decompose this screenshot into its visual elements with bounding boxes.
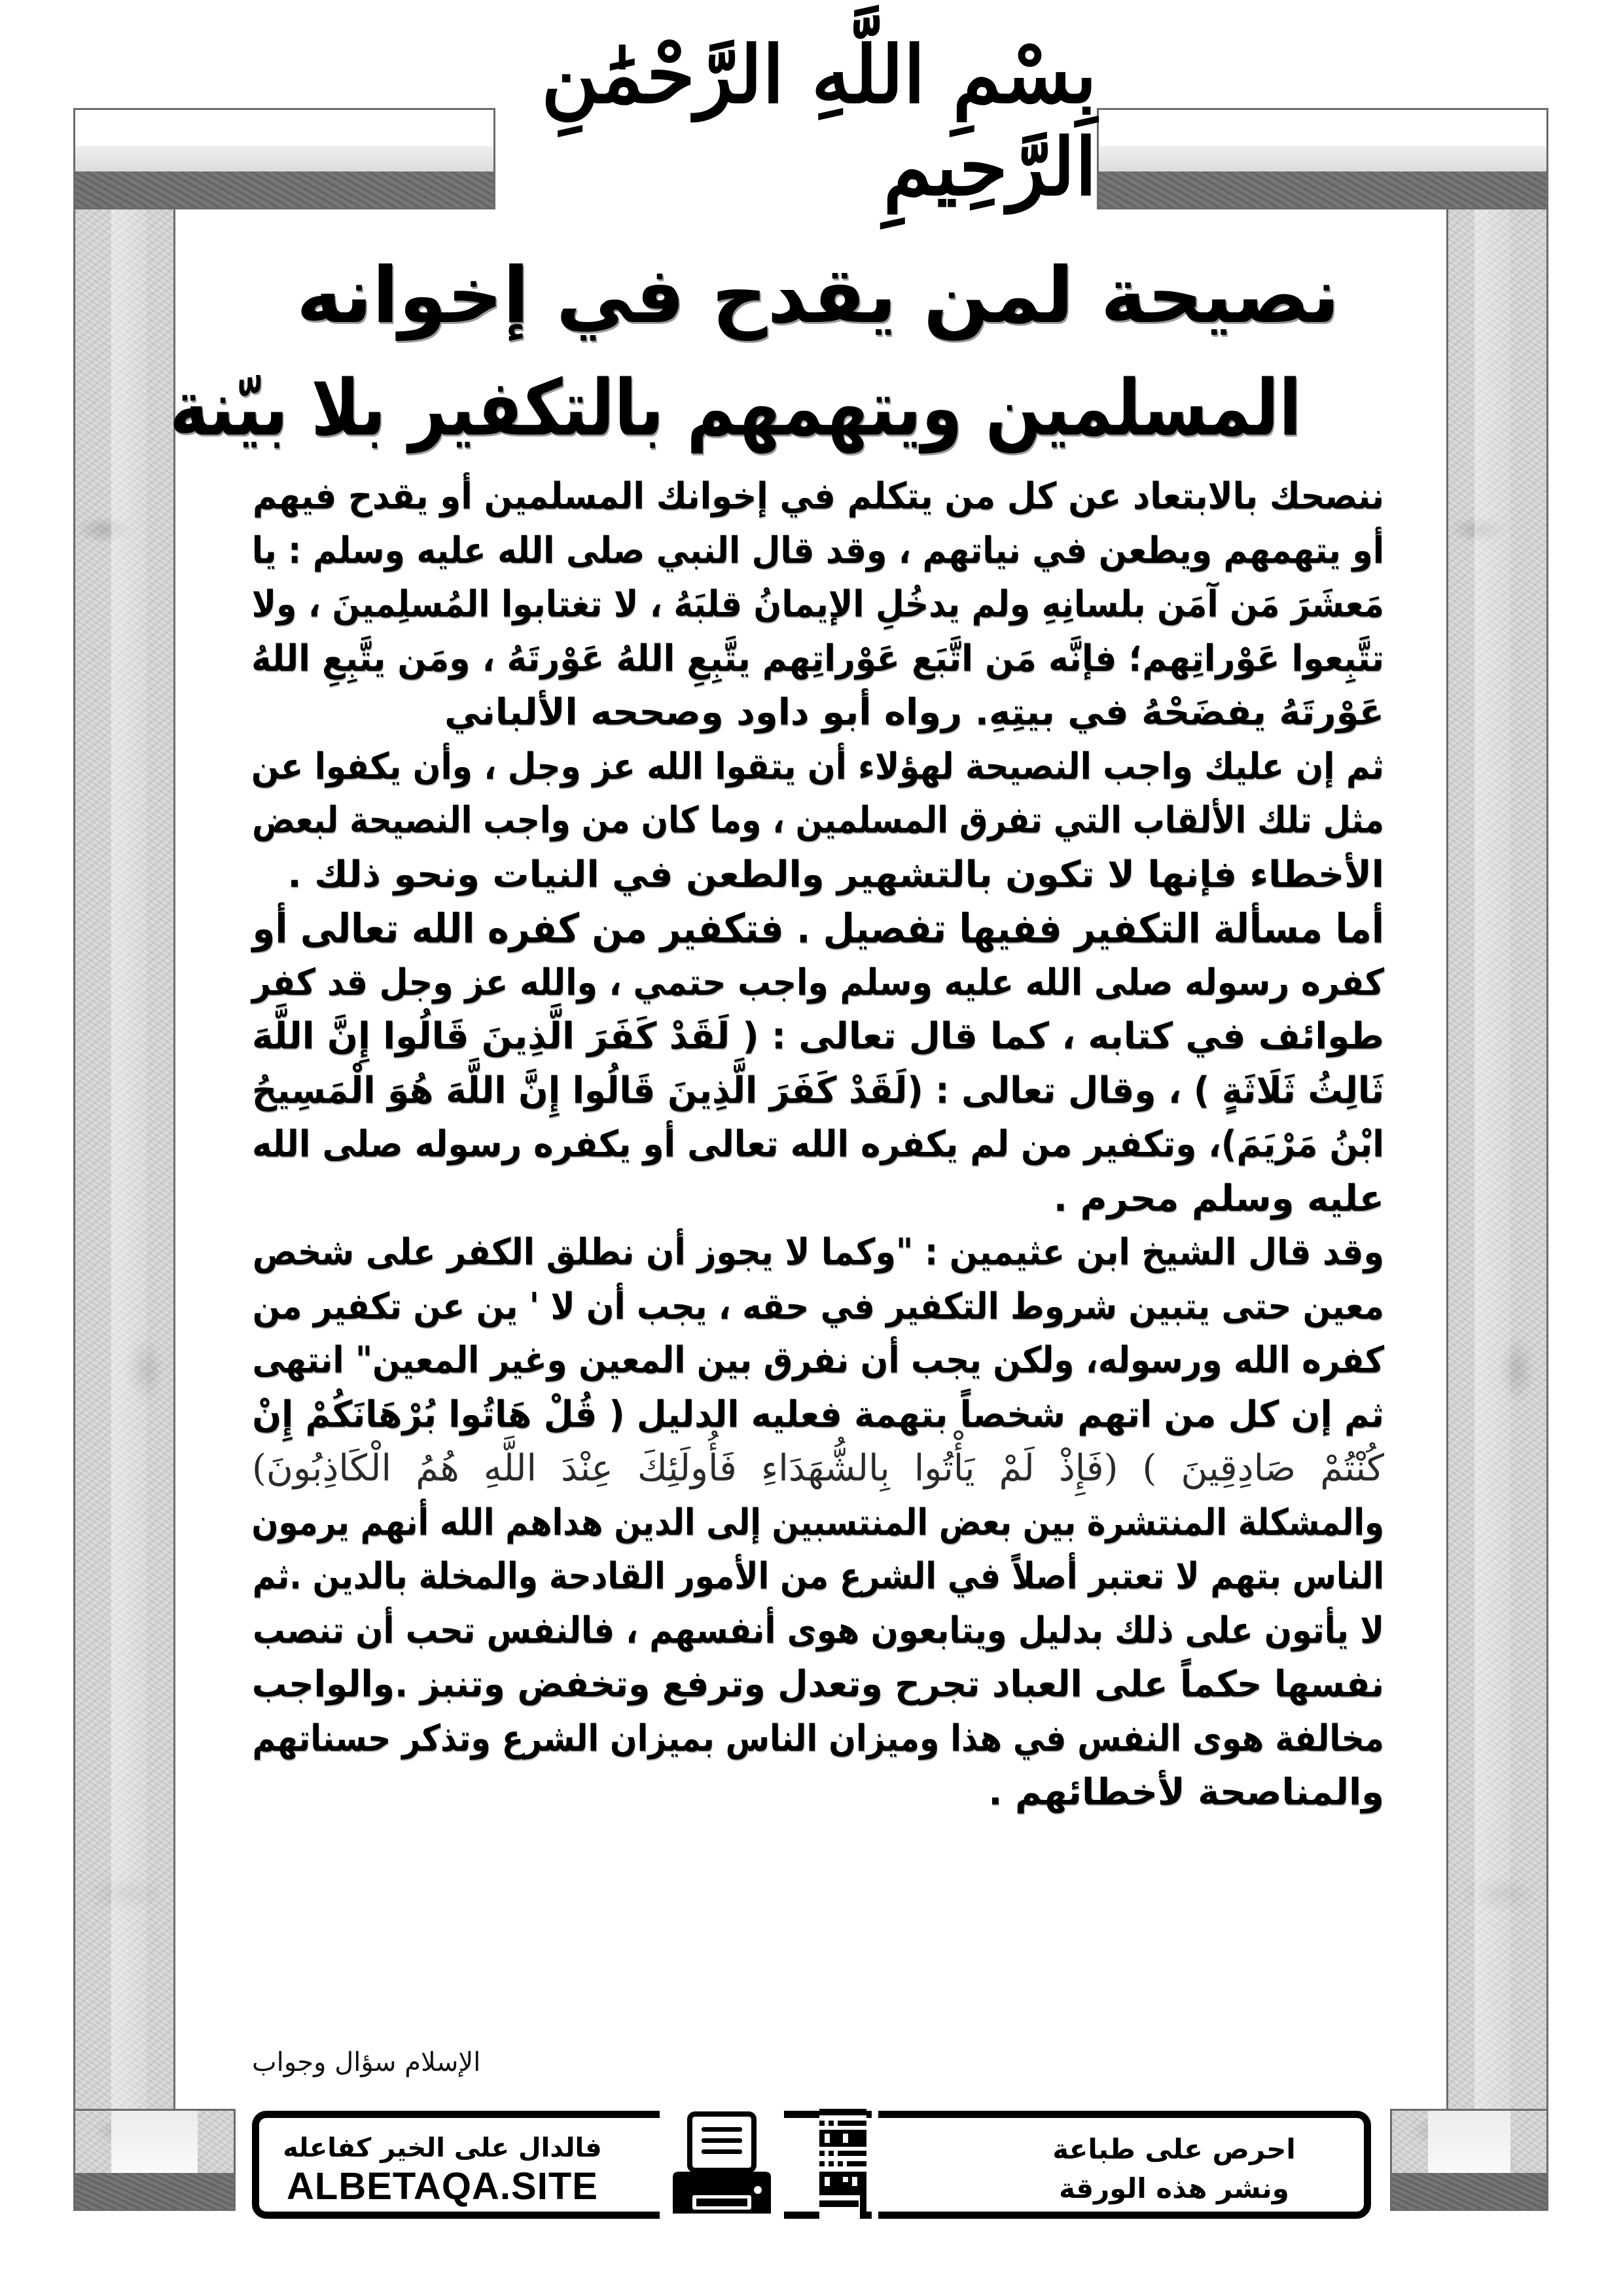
body-line-quran: طوائف في كتابه ، كما قال تعالى : ( لَقَدْ كَفَرَ الَّذِينَ قَالُوا إِنَّ اللَّهَ: [251, 1015, 1385, 1058]
footer-cta-line-2: ونشر هذه الورقة: [1059, 2172, 1289, 2204]
body-line-quran: ثم إن كل من اتهم شخصاً بتهمة فعليه الدليل ( قُلْ هَاتُوا بُرْهَانَكُمْ إِنْ: [252, 1393, 1384, 1436]
footer-motto: فالدال على الخير كفاعله: [283, 2133, 602, 2163]
title-line-1: نصيحة لمن يقدح في إخوانه: [296, 250, 1340, 340]
body-line: معين حتى يتبين شروط التكفير في حقه ، يجب أن لا ' ين عن تكفير من: [252, 1285, 1385, 1328]
frame-bottom-right-cap: [1390, 2109, 1548, 2211]
body-line: مثل تلك الألقاب التي تفرق المسلمين ، وما كان من واجب النصيحة لبعض: [252, 799, 1385, 842]
body-line: وقد قال الشيخ ابن عثيمين : "وكما لا يجوز أن نطلق الكفر على شخص: [252, 1231, 1384, 1274]
footer-site-link[interactable]: ALBETAQA.SITE: [287, 2165, 598, 2208]
body-line: ابْنُ مَرْيَمَ)، وتكفير من لم يكفره الله تعالى أو يكفره رسوله صلى الله: [251, 1123, 1384, 1166]
footer-motto-block: [272, 2130, 613, 2207]
body-line: عليه وسلم محرم .: [1053, 1177, 1384, 1220]
body-line-section-heading: أما مسألة التكفير ففيها تفصيل . فتكفير من كفره الله تعالى أو: [252, 905, 1384, 952]
page-title: [169, 239, 1384, 464]
body-line: تتَّبِعوا عَوْراتِهم؛ فإنَّه مَن اتَّبَع عَوْراتِهم يتَّبِعِ اللهُ عَوْرتَهُ ، ومَن يتَّبِعِ اللهُ: [251, 637, 1384, 680]
body-line: كفره رسوله صلى الله عليه وسلم واجب حتمي ، والله عز وجل قد كفر: [251, 961, 1384, 1004]
body-line: عَوْرتَهُ يفضَحْهُ في بيتِهِ. رواه أبو داود وصححه الألباني: [444, 691, 1384, 734]
body-line: أو يتهمهم ويطعن في نياتهم ، وقد قال النبي صلى الله عليه وسلم : يا: [251, 529, 1385, 572]
body-line: الأخطاء فإنها لا تكون بالتشهير والطعن في النيات ونحو ذلك .: [287, 853, 1384, 896]
body-line: الناس بتهم لا تعتبر أصلاً في الشرع من الأمور القادحة والمخلة بالدين .ثم: [252, 1555, 1384, 1598]
frame-top-left-segment: [73, 108, 495, 209]
title-line-2: المسلمين ويتهمهم بالتكفير بلا بيّنة: [169, 363, 1302, 453]
footer-cta-line-1: احرص على طباعة: [1052, 2133, 1296, 2165]
body-line: نفسها حكماً على العباد تجرح وتعدل وترفع وتخفض وتنبز .والواجب: [251, 1663, 1384, 1706]
body-line: لا يأتون على ذلك بدليل ويتابعون هوى أنفسهم ، فالنفس تحب أن تنصب: [253, 1609, 1384, 1652]
body-line: مَعشَرَ مَن آمَن بلسانِهِ ولم يدخُلِ الإيمانُ قلبَهُ ، لا تغتابوا المُسلِمينَ ، ولا: [251, 583, 1385, 626]
body-line-quran: ثَالِثُ ثَلَاثَةٍ ) ، وقال تعالى : (لَقَدْ كَفَرَ الَّذِينَ قَالُوا إِنَّ اللَّهَ هُوَ الْمَسِيحُ: [251, 1069, 1385, 1112]
frame-bottom-left-cap: [73, 2109, 236, 2211]
bismillah-calligraphy: بِسْمِ اللَّهِ الرَّحْمَٰنِ الرَّحِيمِ: [541, 29, 1097, 213]
footer-call-to-action: [1024, 2130, 1325, 2208]
body-line: والمشكلة المنتشرة بين بعض المنتسبين إلى الدين هداهم الله أنهم يرمون: [251, 1501, 1385, 1544]
kufic-logo-icon: [819, 2109, 866, 2219]
source-citation: الإسلام سؤال وجواب: [252, 2047, 481, 2077]
body-line-quran: كُنْتُمْ صَادِقِينَ ) (فَإِذْ لَمْ يَأْتُوا بِالشُّهَدَاءِ فَأُولَئِكَ عِنْدَ اللَّهِ هُمُ الْكَاذِبُونَ): [252, 1447, 1384, 1490]
body-line: والمناصحة لأخطائهم .: [988, 1771, 1384, 1814]
frame-left-bar: [73, 108, 175, 2211]
printer-icon: [660, 2109, 784, 2219]
footer-divider: [872, 2111, 878, 2219]
body-line: ثم إن عليك واجب النصيحة لهؤلاء أن يتقوا الله عز وجل ، وأن يكفوا عن: [251, 745, 1384, 788]
body-line: ننصحك بالابتعاد عن كل من يتكلم في إخوانك المسلمين أو يقدح فيهم: [252, 475, 1384, 518]
frame-right-bar: [1446, 108, 1548, 2211]
frame-top-right-segment: [1097, 108, 1548, 209]
body-line: مخالفة هوى النفس في هذا وميزان الناس بميزان الشرع وتذكر حسناتهم: [252, 1717, 1385, 1760]
article-body: [252, 470, 1384, 1820]
footer-banner: [252, 2111, 1371, 2219]
body-line: كفره الله ورسوله، ولكن يجب أن نفرق بين المعين وغير المعين" انتهى: [252, 1339, 1384, 1382]
